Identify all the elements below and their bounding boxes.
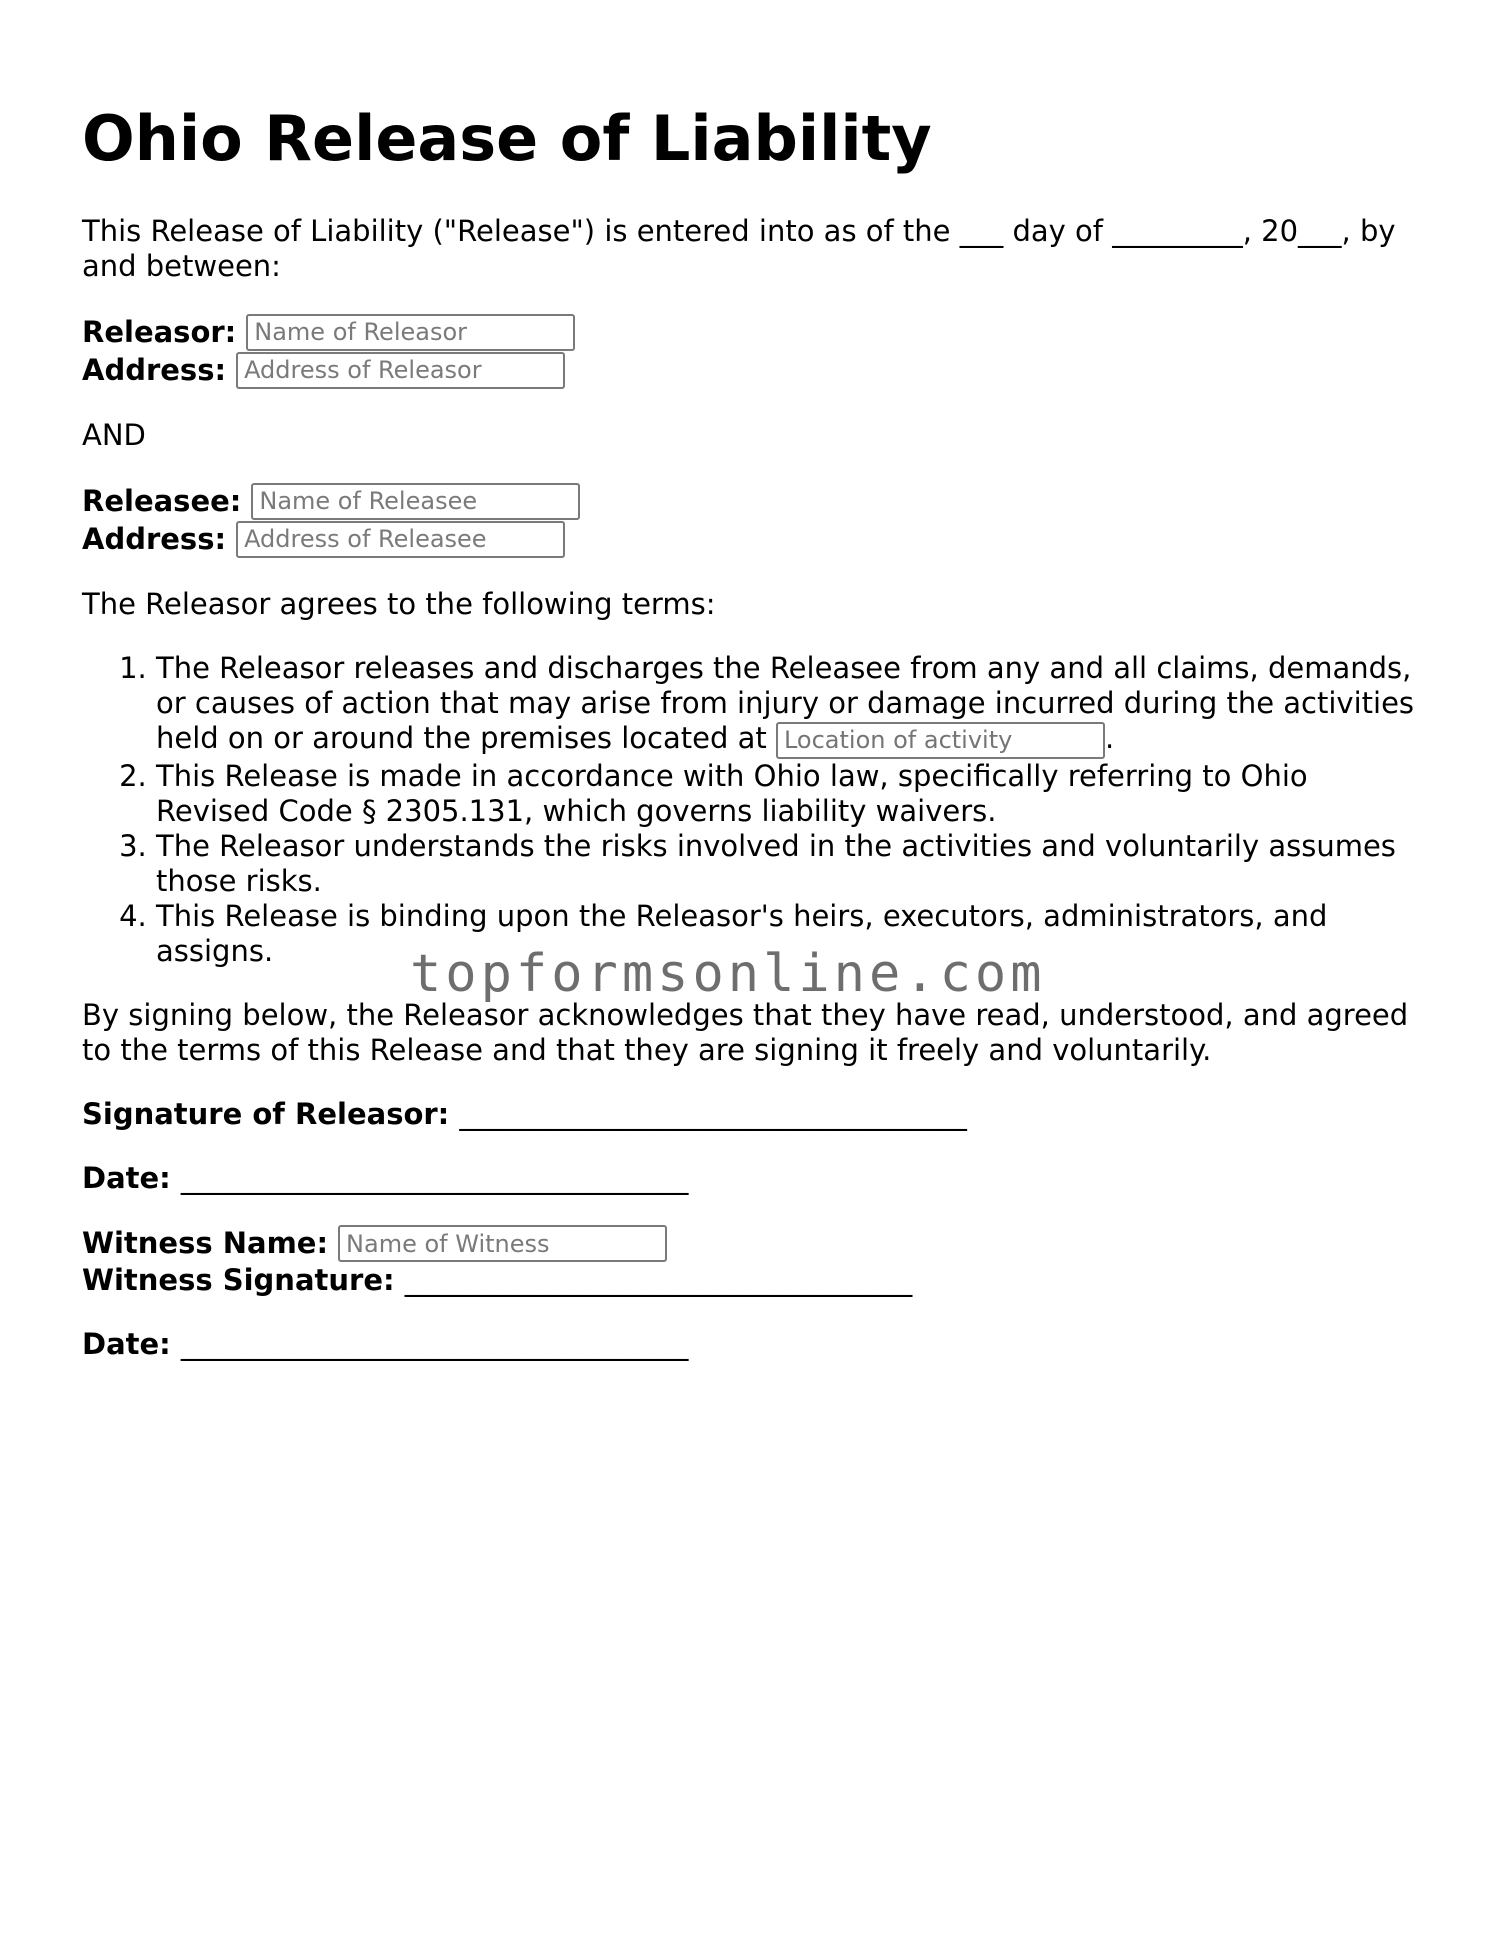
witness-signature-label: Witness Signature: bbox=[82, 1262, 395, 1297]
releasee-address-label: Address: bbox=[82, 521, 227, 556]
witness-signature-row bbox=[82, 1263, 1422, 1298]
intro-paragraph: This Release of Liability ("Release") is entered into as of the ___ day of _________, 20___, by and between: bbox=[82, 214, 1396, 283]
date-label-2: Date: bbox=[82, 1326, 171, 1361]
releasee-name-row bbox=[82, 482, 1422, 520]
releasee-name-input[interactable] bbox=[251, 483, 580, 520]
date-row-2 bbox=[82, 1327, 1422, 1362]
releasee-address-row bbox=[82, 520, 1422, 558]
location-input[interactable] bbox=[776, 722, 1105, 759]
releasor-name-input[interactable] bbox=[246, 314, 575, 351]
releasee-address-input[interactable] bbox=[236, 521, 565, 558]
releasee-name-label: Releasee: bbox=[82, 483, 242, 518]
and-separator: AND bbox=[82, 418, 146, 452]
releasor-address-row bbox=[82, 351, 1422, 389]
releasor-signature-line[interactable]: ___________________________________ bbox=[459, 1096, 967, 1131]
witness-name-row bbox=[82, 1225, 1422, 1263]
term-item-3: 3. The Releasor understands the risks involved in the activities and voluntarily assumes those risks. bbox=[156, 829, 1422, 899]
watermark-text: topformsonline.com bbox=[410, 944, 1046, 1004]
releasor-address-input[interactable] bbox=[236, 352, 565, 389]
releasor-name-row bbox=[82, 313, 1422, 351]
witness-name-label: Witness Name: bbox=[82, 1226, 329, 1260]
acknowledgment-paragraph: By signing below, the Releasor acknowledges that they have read, understood, and agreed to the terms of this Release and that they are signing it freely and voluntarily. bbox=[82, 997, 1409, 1067]
witness-signature-line[interactable]: ___________________________________ bbox=[404, 1262, 913, 1297]
terms-intro: The Releasor agrees to the following terms: bbox=[82, 587, 716, 621]
page-title: Ohio Release of Liability bbox=[82, 102, 932, 175]
date-row-1 bbox=[82, 1161, 1422, 1196]
term-1-end: . bbox=[1104, 721, 1115, 755]
term-item-2: 2. This Release is made in accordance with Ohio law, specifically referring to Ohio Revised Code § 2305.131, which governs liability waivers. bbox=[156, 759, 1422, 829]
term-item-4: 4. This Release is binding upon the Releasor's heirs, executors, administrators, and assigns. bbox=[156, 899, 1422, 969]
term-item-1 bbox=[156, 651, 1422, 759]
document-page bbox=[82, 100, 1422, 1362]
terms-list bbox=[82, 651, 1422, 969]
releasor-name-label: Releasor: bbox=[82, 314, 237, 349]
date-line-1[interactable]: ___________________________________ bbox=[180, 1160, 689, 1195]
releasor-signature-label: Signature of Releasor: bbox=[82, 1096, 450, 1131]
releasor-address-label: Address: bbox=[82, 352, 227, 387]
term-1-text: The Releasor releases and discharges the Releasee from any and all claims, demands, or causes of action that may arise from injury or damage incurred during the activities held on or around the premises located at bbox=[156, 651, 1415, 755]
releasor-signature-row bbox=[82, 1097, 1422, 1132]
date-label-1: Date: bbox=[82, 1160, 171, 1195]
witness-name-input[interactable] bbox=[338, 1225, 667, 1262]
date-line-2[interactable]: ___________________________________ bbox=[180, 1326, 689, 1361]
